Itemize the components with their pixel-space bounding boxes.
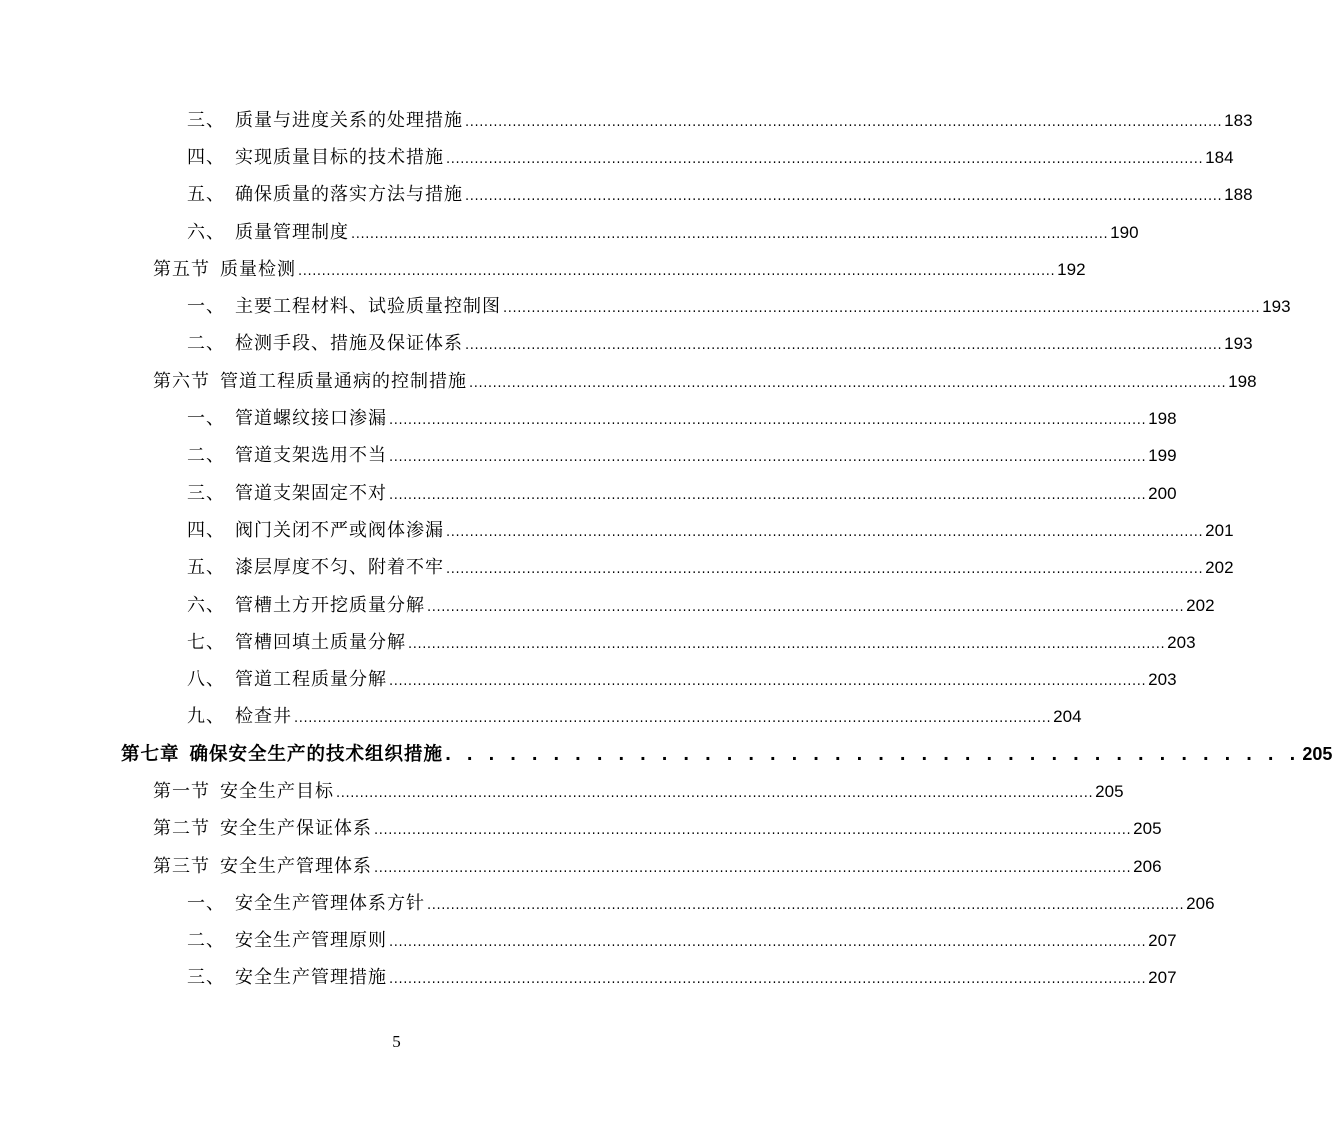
toc-entry-page: 198 <box>1148 409 1177 429</box>
toc-entry-number: 一、 <box>187 408 225 430</box>
toc-row[interactable] <box>0 398 1177 435</box>
toc-entry[interactable] <box>187 963 1177 989</box>
toc-row[interactable] <box>0 212 1139 249</box>
toc-dot-leader: ................................................................................................................................................................ <box>389 972 1147 988</box>
toc-entry-title: 检测手段、措施及保证体系 <box>235 333 463 355</box>
toc-entry[interactable] <box>187 702 1082 728</box>
toc-row[interactable] <box>0 473 1177 510</box>
toc-row[interactable] <box>0 622 1196 659</box>
toc-row[interactable] <box>0 809 1162 846</box>
toc-entry-number: 六、 <box>187 594 225 616</box>
toc-entry-title: 检查井 <box>235 706 292 728</box>
toc-entry-page: 193 <box>1262 297 1291 317</box>
toc-row[interactable] <box>0 175 1253 212</box>
toc-row[interactable] <box>0 324 1253 361</box>
toc-dot-leader: ................................................................................................................................................................ <box>298 263 1056 279</box>
toc-entry-number: 二、 <box>187 445 225 467</box>
toc-entry-page: 205 <box>1133 819 1162 839</box>
toc-entry[interactable] <box>187 329 1253 355</box>
toc-entry-title: 确保质量的落实方法与措施 <box>235 184 463 206</box>
toc-entry[interactable] <box>153 367 1257 393</box>
toc-entry-number: 第六节 <box>153 370 210 392</box>
toc-row[interactable] <box>0 286 1291 323</box>
toc-row[interactable] <box>0 100 1253 137</box>
toc-row[interactable] <box>0 659 1177 696</box>
toc-entry-page: 183 <box>1224 110 1253 130</box>
toc-entry[interactable] <box>187 180 1253 206</box>
toc-entry-title: 漆层厚度不匀、附着不牢 <box>235 557 444 579</box>
toc-row[interactable] <box>0 846 1162 883</box>
toc-row[interactable] <box>0 249 1086 286</box>
toc-entry-page: 204 <box>1053 707 1082 727</box>
toc-entry-title: 管道支架固定不对 <box>235 482 387 504</box>
toc-entry-number: 八、 <box>187 669 225 691</box>
toc-entry-title: 安全生产管理体系方针 <box>235 892 425 914</box>
toc-entry-page: 198 <box>1228 371 1257 391</box>
toc-entry-page: 193 <box>1224 334 1253 354</box>
toc-entry-page: 207 <box>1148 931 1177 951</box>
toc-entry[interactable] <box>187 479 1177 505</box>
toc-row[interactable] <box>0 361 1257 398</box>
toc-entry-title: 阀门关闭不严或阀体渗漏 <box>235 519 444 541</box>
toc-entry-page: 192 <box>1057 259 1086 279</box>
toc-row[interactable] <box>0 436 1177 473</box>
toc-dot-leader: ................................................................................................................................................................ <box>351 226 1109 242</box>
toc-dot-leader: ................................................................................................................................................................ <box>446 151 1204 167</box>
toc-entry-number: 第一节 <box>153 780 210 802</box>
toc-entry-title: 实现质量目标的技术措施 <box>235 146 444 168</box>
toc-entry-title: 质量与进度关系的处理措施 <box>235 109 463 131</box>
toc-entry-title: 主要工程材料、试验质量控制图 <box>235 296 501 318</box>
toc-entry[interactable] <box>187 292 1291 318</box>
table-of-contents <box>0 100 1332 995</box>
toc-dot-leader: ................................................................................................................................................................ <box>427 599 1185 615</box>
toc-entry[interactable] <box>187 665 1177 691</box>
toc-entry-number: 三、 <box>187 482 225 504</box>
toc-entry-number: 一、 <box>187 296 225 318</box>
toc-dot-leader: ................................................................................................................................................................ <box>374 823 1132 839</box>
toc-entry[interactable] <box>187 591 1215 617</box>
toc-entry-number: 五、 <box>187 184 225 206</box>
toc-entry-page: 202 <box>1205 558 1234 578</box>
toc-entry[interactable] <box>187 441 1177 467</box>
toc-entry[interactable] <box>187 889 1215 915</box>
toc-entry-title: 安全生产管理措施 <box>235 967 387 989</box>
toc-dot-leader: ................................................................................................................................................................ <box>294 711 1052 727</box>
toc-dot-leader: ................................................................................................................................................................ <box>374 860 1132 876</box>
toc-entry-number: 第三节 <box>153 855 210 877</box>
toc-entry-number: 四、 <box>187 146 225 168</box>
toc-dot-leader: ................................................................................................................................................................ <box>408 636 1166 652</box>
toc-row[interactable] <box>0 883 1215 920</box>
toc-entry[interactable] <box>121 740 1332 766</box>
toc-entry-page: 188 <box>1224 185 1253 205</box>
toc-entry-page: 207 <box>1148 968 1177 988</box>
toc-row[interactable] <box>0 697 1082 734</box>
toc-entry-number: 二、 <box>187 333 225 355</box>
toc-dot-leader: ................................................................................................................................................................ <box>446 524 1204 540</box>
toc-dot-leader: ................................................................................................................................................................ <box>503 301 1261 317</box>
toc-row[interactable] <box>0 585 1215 622</box>
toc-dot-leader: ................................................................................................................................................................ <box>389 450 1147 466</box>
toc-entry-number: 五、 <box>187 557 225 579</box>
toc-entry-page: 205 <box>1095 781 1124 801</box>
toc-entry-title: 安全生产管理体系 <box>220 855 372 877</box>
toc-entry-title: 管槽回填土质量分解 <box>235 631 406 653</box>
toc-entry-number: 一、 <box>187 892 225 914</box>
toc-entry-title: 管道工程质量通病的控制措施 <box>220 370 467 392</box>
toc-entry-number: 七、 <box>187 631 225 653</box>
toc-row[interactable] <box>0 958 1177 995</box>
toc-dot-leader: ................................................................................................................................................................ <box>469 375 1227 391</box>
toc-row[interactable] <box>0 734 1332 771</box>
toc-entry-page: 202 <box>1186 595 1215 615</box>
toc-row[interactable] <box>0 137 1234 174</box>
toc-entry-title: 安全生产管理原则 <box>235 930 387 952</box>
toc-entry-number: 九、 <box>187 706 225 728</box>
toc-row[interactable] <box>0 921 1177 958</box>
toc-entry[interactable] <box>187 553 1234 579</box>
toc-dot-leader: ................................................................................................................................................................ <box>389 413 1147 429</box>
toc-entry[interactable] <box>187 628 1196 654</box>
page-number: 5 <box>392 1032 401 1051</box>
toc-entry-page: 190 <box>1110 222 1139 242</box>
toc-entry-number: 三、 <box>187 109 225 131</box>
toc-entry-page: 203 <box>1148 670 1177 690</box>
toc-entry-title: 管槽土方开挖质量分解 <box>235 594 425 616</box>
toc-entry[interactable] <box>187 516 1234 542</box>
toc-entry[interactable] <box>187 218 1139 244</box>
toc-entry[interactable] <box>187 106 1253 132</box>
toc-row[interactable] <box>0 771 1124 808</box>
toc-entry-page: 184 <box>1205 147 1234 167</box>
toc-entry[interactable] <box>153 255 1086 281</box>
toc-row[interactable] <box>0 510 1234 547</box>
toc-entry-page: 203 <box>1167 632 1196 652</box>
toc-entry-number: 四、 <box>187 519 225 541</box>
toc-entry-number: 三、 <box>187 967 225 989</box>
toc-entry-title: 确保安全生产的技术组织措施 <box>189 743 444 765</box>
toc-entry[interactable] <box>153 852 1162 878</box>
toc-entry-page: 200 <box>1148 483 1177 503</box>
toc-dot-leader: ................................................................................................................................................................ <box>389 935 1147 951</box>
toc-entry-number: 第五节 <box>153 258 210 280</box>
toc-entry-page: 201 <box>1205 520 1234 540</box>
toc-entry-page: 206 <box>1133 856 1162 876</box>
toc-entry-page: 206 <box>1186 893 1215 913</box>
toc-entry-title: 管道支架选用不当 <box>235 445 387 467</box>
toc-dot-leader: . . . . . . . . . . . . . . . . . . . . . . . . . . . . . . . . . . . . . . . . <box>445 744 1301 764</box>
toc-entry-number: 第七章 <box>121 743 180 765</box>
toc-dot-leader: ................................................................................................................................................................ <box>336 785 1094 801</box>
toc-entry-title: 安全生产保证体系 <box>220 818 372 840</box>
toc-entry-title: 管道工程质量分解 <box>235 669 387 691</box>
toc-dot-leader: ................................................................................................................................................................ <box>389 674 1147 690</box>
toc-dot-leader: ................................................................................................................................................................ <box>446 562 1204 578</box>
toc-entry-page: 205 <box>1302 743 1332 764</box>
toc-entry[interactable] <box>187 404 1177 430</box>
toc-entry-number: 六、 <box>187 221 225 243</box>
toc-entry-number: 第二节 <box>153 818 210 840</box>
toc-entry-title: 管道螺纹接口渗漏 <box>235 408 387 430</box>
toc-dot-leader: ................................................................................................................................................................ <box>465 114 1223 130</box>
toc-row[interactable] <box>0 548 1234 585</box>
toc-entry[interactable] <box>153 814 1162 840</box>
toc-entry-number: 二、 <box>187 930 225 952</box>
toc-entry[interactable] <box>187 926 1177 952</box>
toc-entry-page: 199 <box>1148 446 1177 466</box>
toc-entry-title: 质量检测 <box>220 258 296 280</box>
toc-dot-leader: ................................................................................................................................................................ <box>465 338 1223 354</box>
toc-entry-title: 安全生产目标 <box>220 780 334 802</box>
toc-entry-title: 质量管理制度 <box>235 221 349 243</box>
toc-dot-leader: ................................................................................................................................................................ <box>465 189 1223 205</box>
toc-entry[interactable] <box>187 143 1234 169</box>
toc-dot-leader: ................................................................................................................................................................ <box>427 897 1185 913</box>
toc-dot-leader: ................................................................................................................................................................ <box>389 487 1147 503</box>
toc-entry[interactable] <box>153 777 1124 803</box>
